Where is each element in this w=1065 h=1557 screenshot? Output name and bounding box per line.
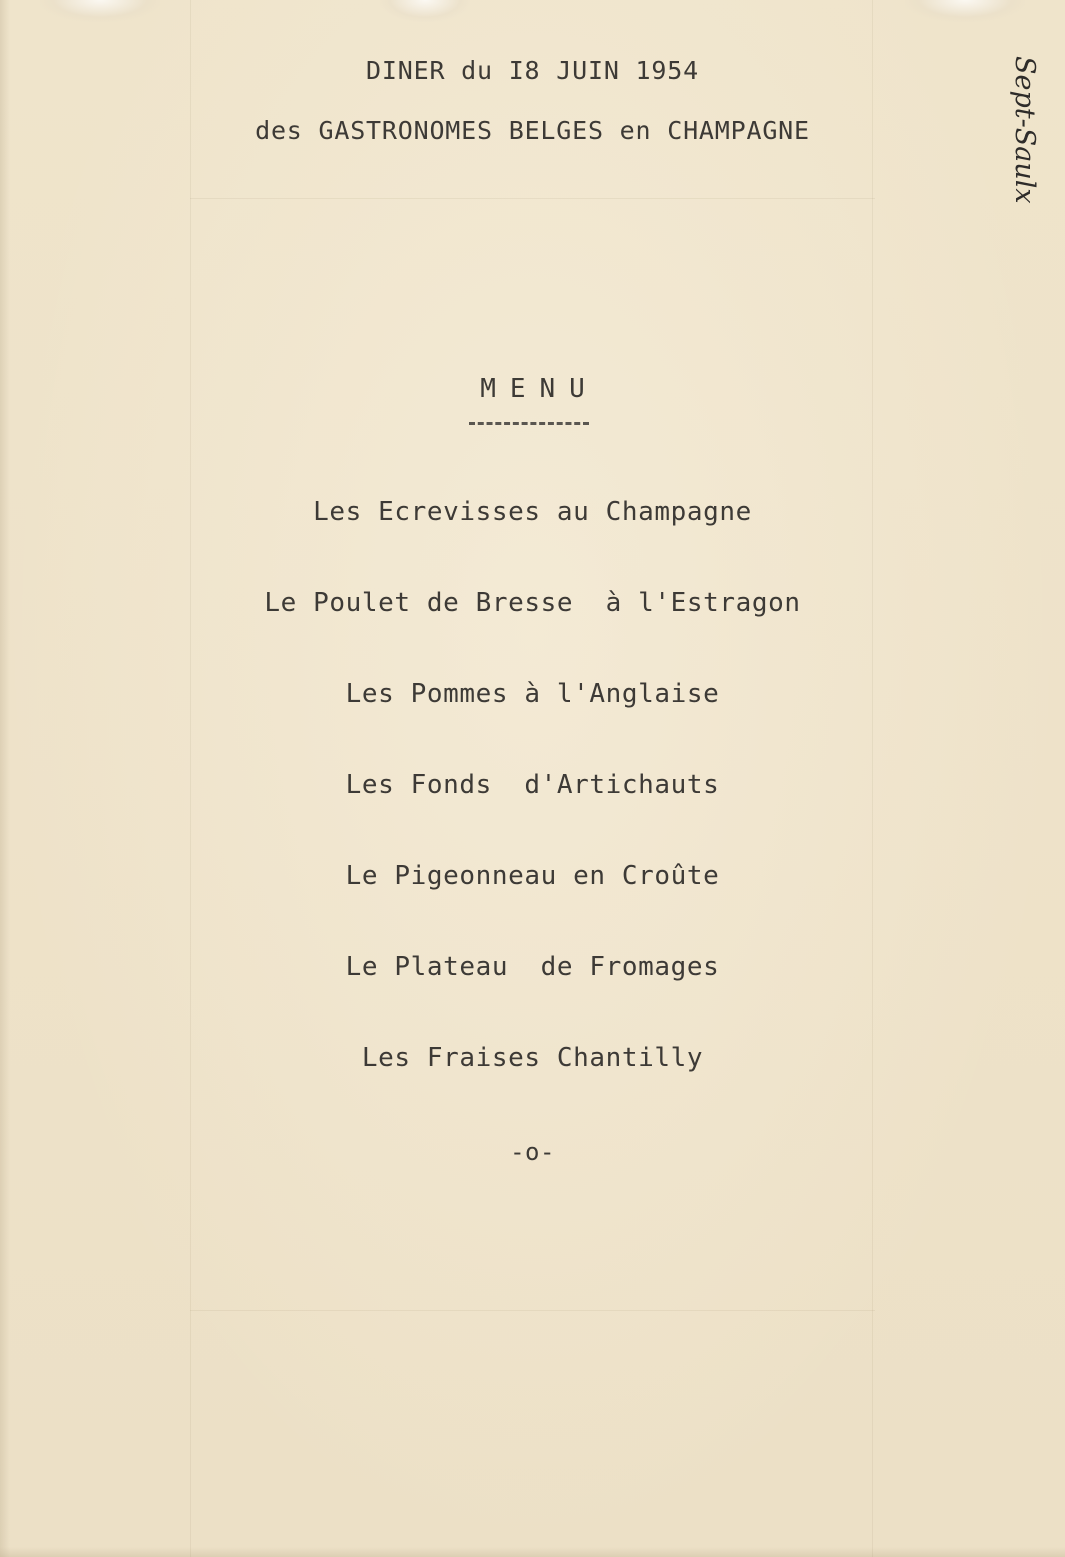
menu-item: Les Ecrevisses au Champagne bbox=[313, 497, 752, 527]
menu-item: Les Fonds d'Artichauts bbox=[345, 770, 720, 800]
menu-item: Le Pigeonneau en Croûte bbox=[345, 861, 720, 891]
menu-item: Les Fraises Chantilly bbox=[361, 1043, 704, 1073]
menu-item: Les Pommes à l'Anglaise bbox=[345, 679, 720, 709]
paper-tear bbox=[40, 0, 160, 22]
paper-edge-bottom bbox=[0, 1547, 1065, 1557]
paper-tear bbox=[905, 0, 1025, 22]
menu-title: MENU bbox=[480, 374, 599, 404]
menu-title-underline bbox=[469, 422, 589, 425]
handwritten-margin-note bbox=[1006, 52, 1046, 272]
menu-item: Le Poulet de Bresse à l'Estragon bbox=[264, 588, 801, 618]
dinner-date-heading: DINER du I8 JUIN 1954 bbox=[366, 56, 699, 85]
paper-tear bbox=[380, 0, 470, 22]
menu-end-mark: -o- bbox=[510, 1138, 555, 1166]
dinner-society-heading: des GASTRONOMES BELGES en CHAMPAGNE bbox=[255, 116, 810, 145]
fold-line bbox=[190, 198, 875, 199]
handwritten-margin-note-text: Sept-Saulx bbox=[1009, 56, 1040, 204]
menu-item: Le Plateau de Fromages bbox=[345, 952, 720, 982]
fold-line bbox=[190, 1310, 875, 1311]
